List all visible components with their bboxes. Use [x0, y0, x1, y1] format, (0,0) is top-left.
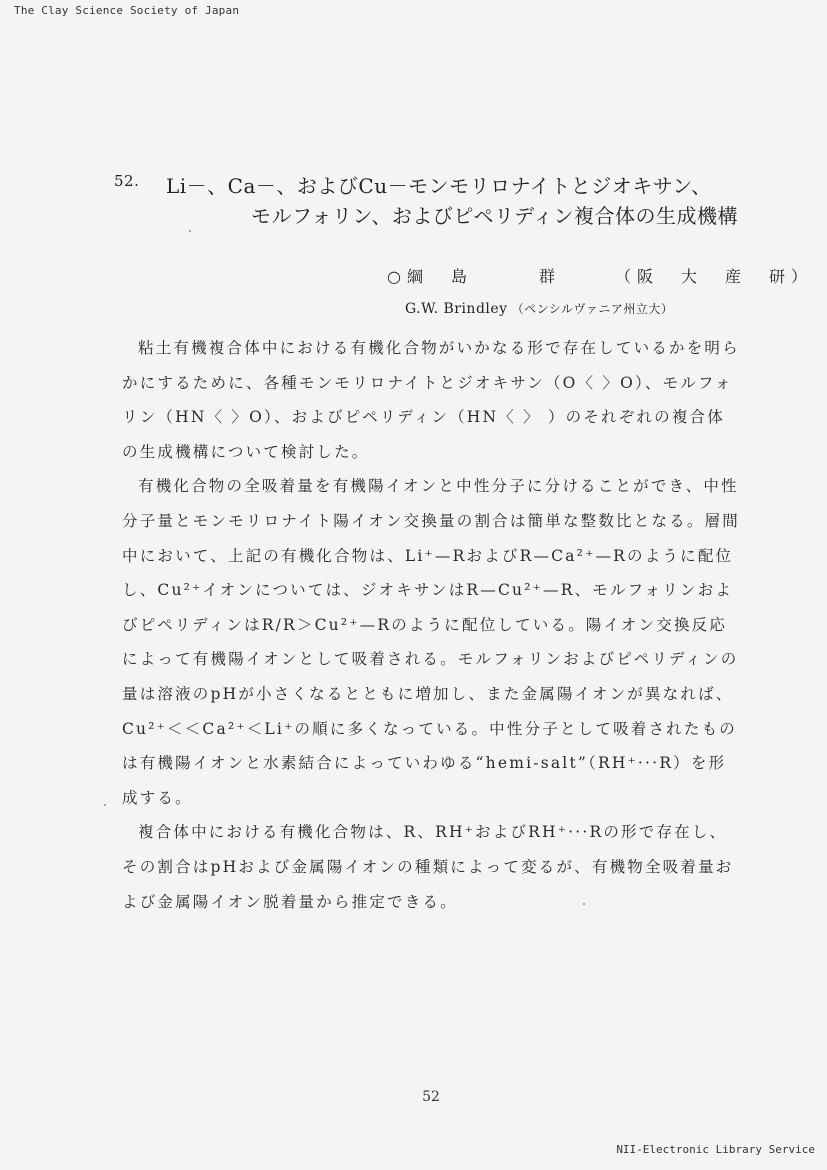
- paragraph-1: 粘土有機複合体中における有機化合物がいかなる形で存在しているかを明らかにするために、各種モンモリロナイトとジオキサン（O〈 〉O）、モルフォリン（HN〈 〉O）、およびピペリディン（HN〈 〉 ）のそれぞれの複合体の生成機構について検討した。: [122, 339, 740, 461]
- author-1: [387, 264, 813, 287]
- paragraph-3: 複合体中における有機化合物は、R、RH⁺およびRH⁺···Rの形で存在し、その割合はpHおよび金属陽イオンの種類によって変るが、有機物全吸着量および金属陽イオン脱着量から推定できる。: [122, 823, 734, 911]
- page-number: 52: [422, 1089, 440, 1105]
- scan-speck: [583, 903, 585, 905]
- scan-speck: [104, 804, 106, 806]
- title-line-2: モルフォリン、およびピペリディン複合体の生成機構: [251, 204, 738, 228]
- abstract-body: [122, 331, 740, 919]
- author-1-affiliation: （阪 大 産 研）: [614, 267, 813, 286]
- scan-speck: [189, 230, 191, 232]
- author-2: [405, 300, 673, 317]
- paragraph-2: 有機化合物の全吸着量を有機陽イオンと中性分子に分けることができ、中性分子量とモンモリロナイト陽イオン交換量の割合は簡単な整数比となる。層間中において、上記の有機化合物は、Li⁺—RおよびR—Ca²⁺—Rのように配位し、Cu²⁺イオンについては、ジオキサンはR—Cu²⁺—R、モルフォリンおよびピペリディンはR/R＞Cu²⁺—Rのように配位している。陽イオン交換反応によって有機陽イオンとして吸着される。モルフォリンおよびピペリディンの量は溶液のpHが小さくなるとともに増加し、また金属陽イオンが異なれば、Cu²⁺＜＜Ca²⁺＜Li⁺の順に多くなっている。中性分子として吸着されたものは有機陽イオンと水素結合によっていわゆる“hemi-salt”（RH⁺···R）を形成する。: [122, 477, 740, 807]
- title-line-1: Li－、Ca－、およびCu－モンモリロナイトとジオキサン、: [166, 174, 712, 198]
- title-number: 52.: [114, 172, 140, 190]
- author-2-name: G.W. Brindley: [405, 301, 508, 317]
- author-2-affiliation: （ペンシルヴァニア州立大）: [511, 302, 674, 316]
- header-source-text: The Clay Science Society of Japan: [14, 4, 240, 17]
- footer-source-text: NII-Electronic Library Service: [616, 1143, 815, 1156]
- author-1-name: ○綱 島 群: [387, 267, 561, 286]
